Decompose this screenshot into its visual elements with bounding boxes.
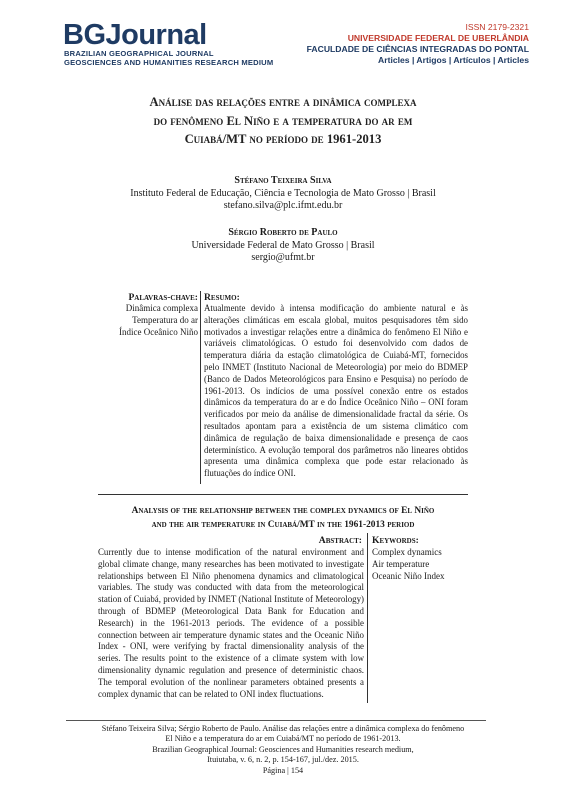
journal-logo: BGJournal: [63, 19, 207, 51]
abstract-label: Abstract:: [318, 535, 362, 546]
column-divider: [200, 291, 201, 484]
keyword: Oceanic Niño Index: [372, 570, 445, 581]
keywords-pt-list: [98, 303, 198, 338]
university-name: UNIVERSIDADE FEDERAL DE UBERLÂNDIA: [347, 33, 529, 43]
keyword: Air temperature: [372, 558, 430, 569]
keywords-en-list: [372, 547, 444, 582]
journal-logo-subtitle: BRAZILIAN GEOGRAPHICAL JOURNAL GEOSCIENCES AND HUMANITIES RESEARCH MEDIUM: [64, 49, 274, 67]
keyword: Índice Oceânico Niño: [119, 326, 198, 337]
resumo-label: Resumo:: [204, 292, 240, 303]
journal-header-info: [307, 22, 529, 66]
author-name: Sérgio Roberto de Paulo: [228, 227, 338, 238]
article-title-pt: Análise das relações entre a dinâmica complexa do fenômeno El Niño e a temperatura do ar em Cuiabá/MT no período de 1961-2013: [149, 95, 417, 146]
author-affiliation: Instituto Federal de Educação, Ciência e Tecnologia de Mato Grosso | Brasil: [130, 187, 436, 199]
keyword: Complex dynamics: [372, 547, 442, 557]
keywords-en-label: Keywords:: [372, 535, 419, 546]
issn: ISSN 2179-2321: [465, 22, 529, 32]
footer-divider: [66, 720, 486, 721]
article-title-en: Analysis of the relationship between the complex dynamics of El Niño and the air temperature in Cuiabá/MT in the 1961-2013 period: [131, 506, 435, 530]
keyword: Dinâmica complexa: [125, 303, 198, 313]
author-block-2: [60, 227, 506, 265]
author-email: sergio@ufmt.br: [251, 252, 315, 263]
keyword: Temperatura do ar: [132, 314, 198, 325]
page-number: Página | 154: [262, 765, 304, 775]
keywords-pt-label: Palavras-chave:: [128, 292, 198, 303]
section-labels: Articles | Artigos | Artículos | Articles: [378, 55, 529, 65]
column-divider: [367, 533, 368, 703]
author-name: Stéfano Teixeira Silva: [234, 175, 332, 186]
resumo-text: Atualmente devido à intensa modificação do ambiente natural e às alterações climáticas em escala global, muitos pesquisadores têm sido motivados a investigar relações entre a dinâmica do fenômeno El Niño e variáveis climatológicas. O estudo foi desenvolvido com dados de temperatura diária da estação climatológica de Cuiabá-MT, fornecidos pelo INMET (Instituto Nacional de Meteorologia) por meio do BDMEP (Banco de Dados Meteorológicos para Ensino e Pesquisa) no período de 1961-2013. Os indícios de uma possível conexão entre os estados dinâmicos da temperatura do ar e do Índice Oceânico Niño – ONI foram verificados por meio da análise de dimensionalidade fractal da série. Os resultados apontam para a existência de um sistema climático com dinâmica de regulação de baixa dimensionalidade e presença de caos determinístico. A evolução temporal dos parâmetros não lineares obtidos apresenta uma dinâmica complexa que pode estar relacionado às flutuações do índice ONI.: [204, 303, 468, 479]
abstract-text: Currently due to intense modification of the natural environment and global climate change, many researches has been motivated to investigate relationships between El Niño phenomena dynamics and climatological variables. The study was conducted with data from the meteorological station of Cuiabá, provided by INMET (National Institute of Meteorology) through of BDMEP (Meteorological Data Bank for Education and Research) in the 1961-2013 periods. The evidence of a possible connection between air temperature dynamic states and the Oceanic Niño Index - ONI, were verifying by fractal dimensionality analysis of the series. The results point to the existence of a climate system with low dimensionality dynamic regulation and presence of deterministic chaos. The temporal evolution of the nonlinear parameters obtained presents a complex dynamic that can be related to ONI index fluctuations.: [98, 547, 364, 699]
section-divider: [98, 494, 468, 495]
faculty-name: FACULDADE DE CIÊNCIAS INTEGRADAS DO PONTAL: [306, 44, 529, 54]
citation-footer: Stéfano Teixeira Silva; Sérgio Roberto de Paulo. Análise das relações entre a dinâmica complexa do fenômeno El Niño e a temperatura do ar em Cuiabá/MT no período de 1961-2013. Brazilian Geographical Journal: Geosciences and Humanities research medium, Ituiutaba, v. 6, n. 2, p. 154-167, jul./dez. 2015. Página | 154: [90, 724, 476, 776]
author-email: stefano.silva@plc.ifmt.edu.br: [223, 200, 343, 211]
author-affiliation: Universidade Federal de Mato Grosso | Brasil: [191, 239, 375, 251]
author-block-1: [60, 175, 506, 213]
